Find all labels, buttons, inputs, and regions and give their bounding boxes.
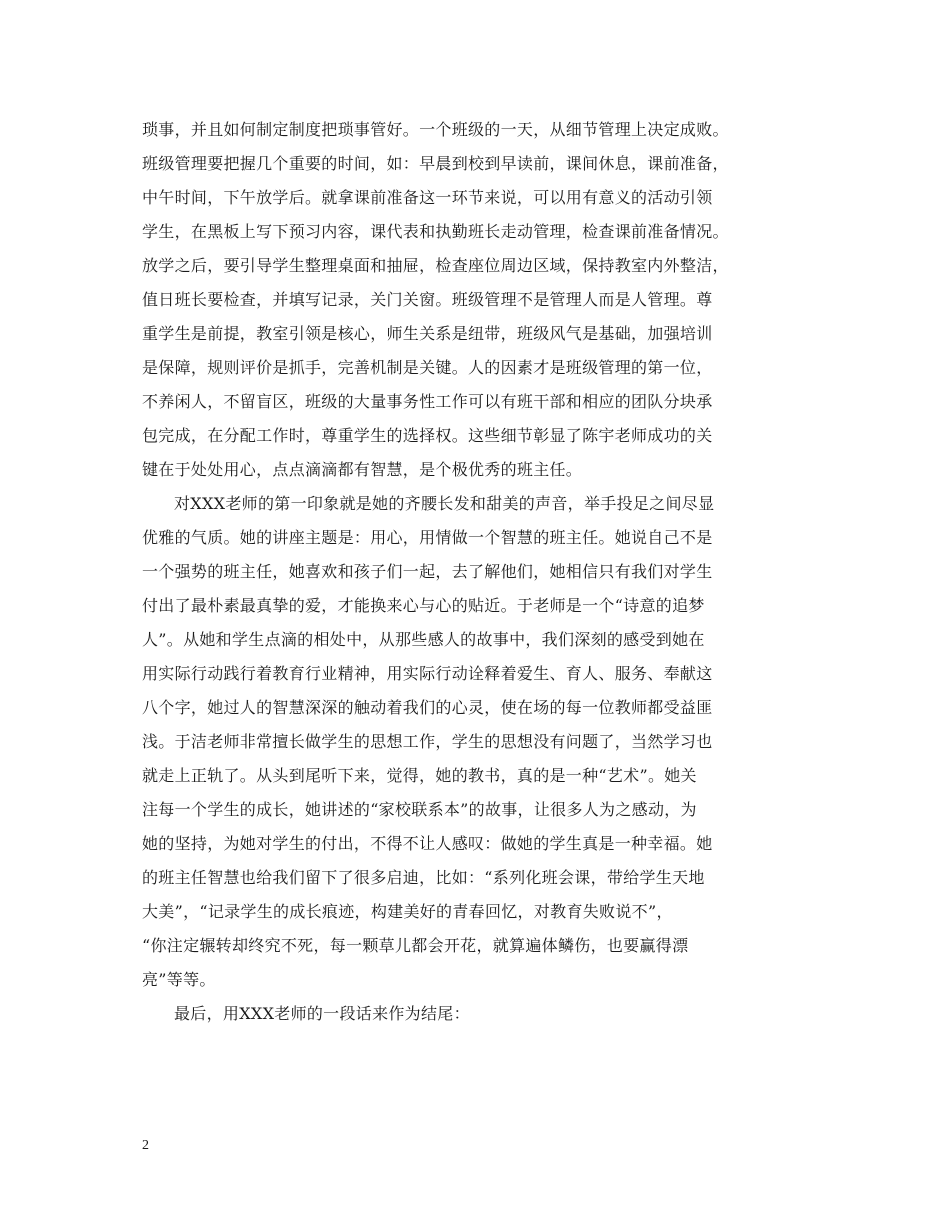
paragraph-start-line: 对XXX老师的第一印象就是她的齐腰长发和甜美的声音，举手投足之间尽显 — [174, 494, 715, 513]
page-number: 2 — [142, 1138, 149, 1153]
text-line: 八个字，她过人的智慧深深的触动着我们的心灵，使在场的每一位教师都受益匪 — [142, 698, 713, 717]
text-line: 大美”，“记录学生的成长痕迹，构建美好的青春回忆，对教育失败说不”， — [142, 902, 673, 921]
text-line: 的班主任智慧也给我们留下了很多启迪，比如：“系列化班会课，带给学生天地 — [142, 868, 705, 887]
text-line: 放学之后，要引导学生整理桌面和抽屉，检查座位周边区域，保持教室内外整洁， — [142, 256, 729, 275]
text-line: 浅。于洁老师非常擅长做学生的思想工作，学生的思想没有问题了，当然学习也 — [142, 732, 713, 751]
text-line: 值日班长要检查，并填写记录，关门关窗。班级管理不是管理人而是人管理。尊 — [142, 290, 713, 309]
text-line: 键在于处处用心，点点滴滴都有智慧，是个极优秀的班主任。 — [142, 460, 583, 479]
text-line: 琐事，并且如何制定制度把琐事管好。一个班级的一天，从细节管理上决定成败。 — [142, 120, 729, 139]
text-line: 是保障，规则评价是抓手，完善机制是关键。人的因素才是班级管理的第一位， — [142, 358, 713, 377]
text-line: 优雅的气质。她的讲座主题是：用心，用情做一个智慧的班主任。她说自己不是 — [142, 528, 713, 547]
text-line: 中午时间，下午放学后。就拿课前准备这一环节来说，可以用有意义的活动引领 — [142, 188, 713, 207]
text-line: 就走上正轨了。从头到尾听下来，觉得，她的教书，真的是一种“艺术”。她关 — [142, 766, 697, 785]
text-line: 包完成，在分配工作时，尊重学生的选择权。这些细节彰显了陈宇老师成功的关 — [142, 426, 713, 445]
text-line: “你注定辗转却终究不死，每一颗草儿都会开花，就算遍体鳞伤，也要赢得漂 — [142, 936, 689, 955]
text-line: 注每一个学生的成长，她讲述的“家校联系本”的故事，让很多人为之感动，为 — [142, 800, 697, 819]
text-line: 班级管理要把握几个重要的时间，如：早晨到校到早读前，课间休息，课前准备， — [142, 154, 729, 173]
text-line: 人”。从她和学生点滴的相处中，从那些感人的故事中，我们深刻的感受到她在 — [142, 630, 705, 649]
text-line: 重学生是前提，教室引领是核心，师生关系是纽带，班级风气是基础，加强培训 — [142, 324, 713, 343]
text-line: 付出了最朴素最真挚的爱，才能换来心与心的贴近。于老师是一个“诗意的追梦 — [142, 596, 705, 615]
paragraph-start-line: 最后，用XXX老师的一段话来作为结尾： — [174, 1004, 470, 1023]
text-line: 不养闲人，不留盲区，班级的大量事务性工作可以有班干部和相应的团队分块承 — [142, 392, 713, 411]
text-line: 用实际行动践行着教育行业精神，用实际行动诠释着爱生、育人、服务、奉献这 — [142, 664, 713, 683]
text-line: 学生，在黑板上写下预习内容，课代表和执勤班长走动管理，检查课前准备情况。 — [142, 222, 729, 241]
text-line: 亮”等等。 — [142, 970, 216, 989]
text-line: 一个强势的班主任，她喜欢和孩子们一起，去了解他们，她相信只有我们对学生 — [142, 562, 713, 581]
text-line: 她的坚持，为她对学生的付出，不得不让人感叹：做她的学生真是一种幸福。她 — [142, 834, 713, 853]
